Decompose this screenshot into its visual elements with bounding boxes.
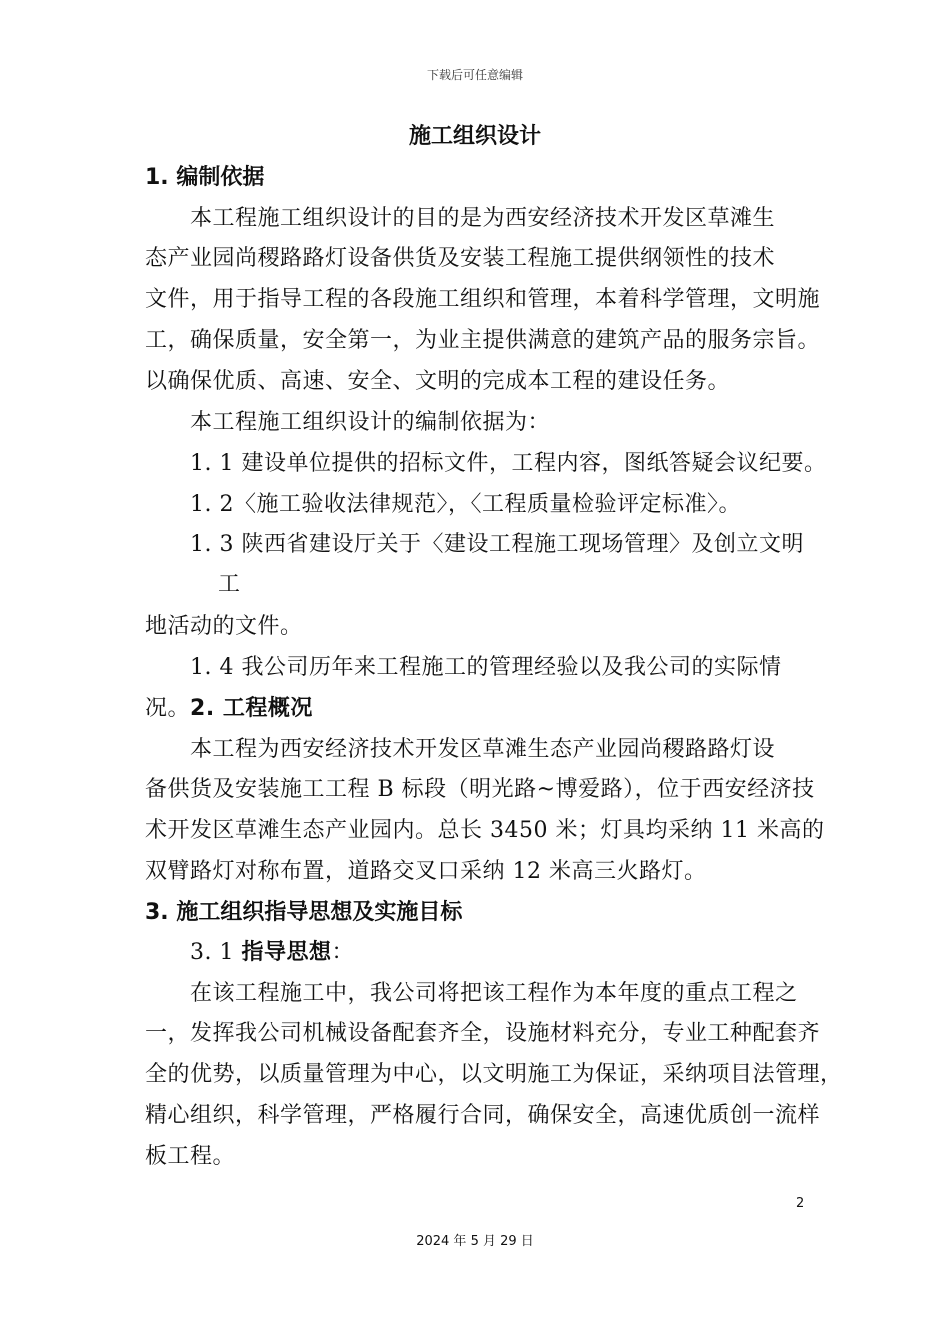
subsection-number: 3. 1 xyxy=(190,940,242,965)
section-heading-1: 1. 编制依据 xyxy=(145,165,265,190)
paragraph-line: 术开发区草滩生态产业园内。总长 3450 米；灯具均采纳 11 米高的 xyxy=(145,818,825,843)
paragraph-line: 一，发挥我公司机械设备配套齐全，设施材料充分，专业工种配套齐 xyxy=(145,1021,821,1046)
paragraph-line: 双臂路灯对称布置，道路交叉口采纳 12 米高三火路灯。 xyxy=(145,859,707,884)
footer-date: 2024 年 5 月 29 日 xyxy=(416,1234,534,1249)
document-title: 施工组织设计 xyxy=(408,124,541,149)
section-heading-2: 2. 工程概况 xyxy=(190,696,313,721)
list-item: 1. 2〈施工验收法律规范〉，〈工程质量检验评定标准〉。 xyxy=(190,492,741,517)
paragraph-line xyxy=(145,691,313,722)
paragraph-end: 况。 xyxy=(145,696,191,721)
paragraph-line: 以确保优质、高速、安全、文明的完成本工程的建设任务。 xyxy=(145,369,731,394)
subsection-colon: ： xyxy=(331,940,355,965)
page-number: 2 xyxy=(796,1196,805,1211)
paragraph-line: 在该工程施工中，我公司将把该工程作为本年度的重点工程之 xyxy=(190,981,798,1006)
paragraph-line: 全的优势，以质量管理为中心，以文明施工为保证，采纳项目法管理， xyxy=(145,1062,843,1087)
paragraph-line: 本工程施工组织设计的编制依据为： xyxy=(190,410,551,435)
paragraph-line: 本工程为西安经济技术开发区草滩生态产业园尚稷路路灯设 xyxy=(190,737,776,762)
section-heading-3: 3. 施工组织指导思想及实施目标 xyxy=(145,900,463,925)
paragraph-line: 态产业园尚稷路路灯设备供货及安装工程施工提供纲领性的技术 xyxy=(145,246,776,271)
list-item: 1. 4 我公司历年来工程施工的管理经验以及我公司的实际情 xyxy=(190,655,782,680)
paragraph-line: 备供货及安装施工工程 B 标段（明光路~博爱路），位于西安经济技 xyxy=(145,777,815,802)
paragraph-line: 地活动的文件。 xyxy=(145,614,303,639)
list-item: 1. 3 陕西省建设厅关于〈建设工程施工现场管理〉及创立文明 xyxy=(190,532,804,557)
header-note: 下载后可任意编辑 xyxy=(426,68,523,82)
paragraph-line: 本工程施工组织设计的目的是为西安经济技术开发区草滩生 xyxy=(190,206,776,231)
subsection-heading xyxy=(190,935,354,966)
paragraph-line: 精心组织，科学管理，严格履行合同，确保安全，高速优质创一流样 xyxy=(145,1103,821,1128)
paragraph-line: 板工程。 xyxy=(145,1144,236,1169)
list-item-wrap: 工 xyxy=(218,572,241,597)
subsection-title: 指导思想 xyxy=(241,940,332,965)
list-item: 1. 1 建设单位提供的招标文件，工程内容，图纸答疑会议纪要。 xyxy=(190,451,827,476)
paragraph-line: 工，确保质量，安全第一，为业主提供满意的建筑产品的服务宗旨。 xyxy=(145,328,821,353)
paragraph-line: 文件，用于指导工程的各段施工组织和管理，本着科学管理，文明施 xyxy=(145,287,821,312)
